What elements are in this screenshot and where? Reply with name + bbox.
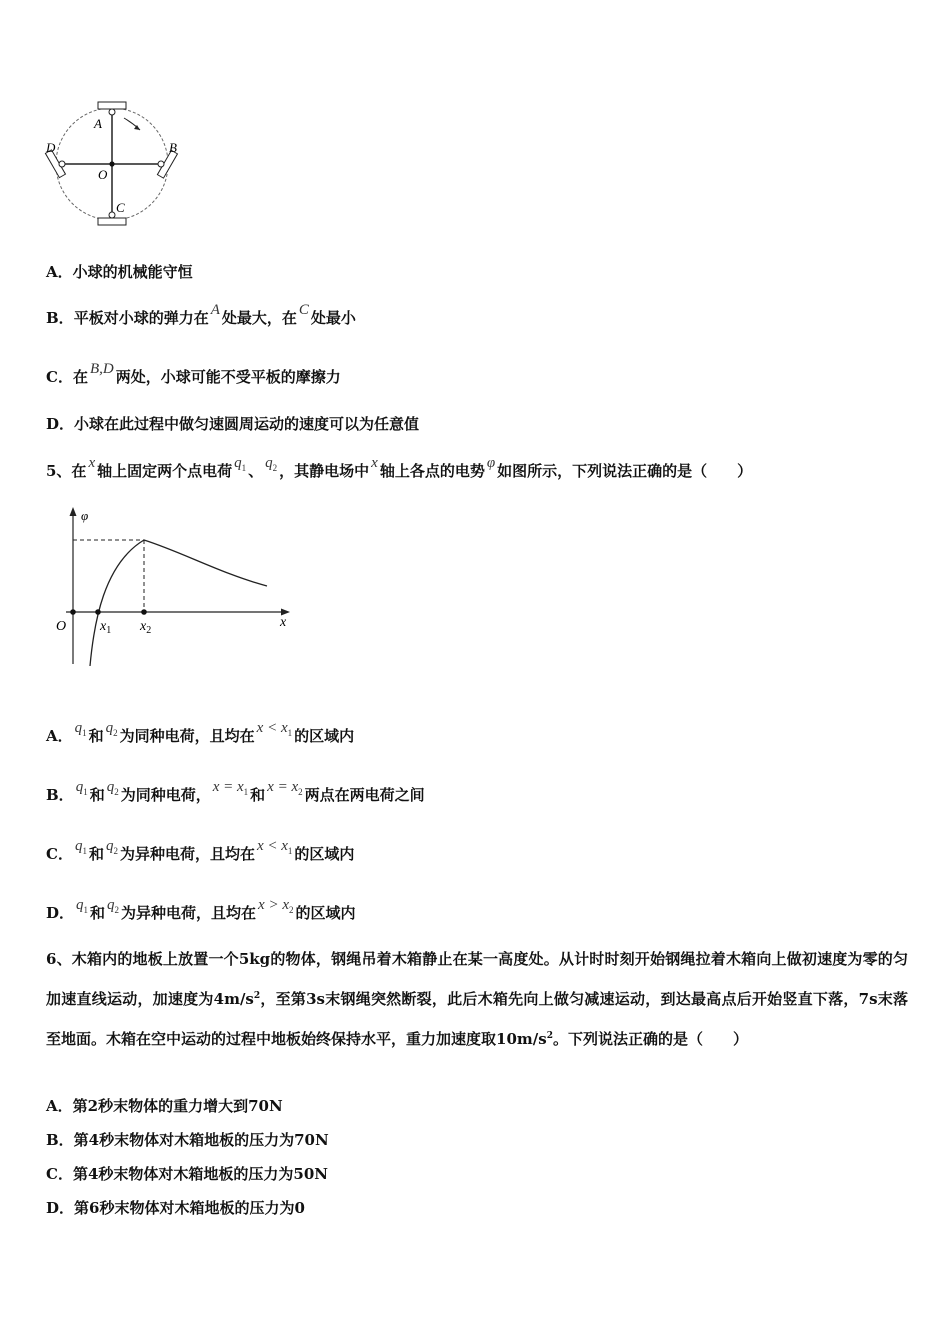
q4-option-d: D．小球在此过程中做匀速圆周运动的速度可以为任意值 xyxy=(46,415,420,433)
label-b: B xyxy=(169,140,177,155)
potential-graph xyxy=(52,504,297,672)
q6-option-a: A．第2秒末物体的重力增大到70N xyxy=(46,1097,283,1115)
q5-option-d: D． $q_1$ 和 $q_2$ 为异种电荷，且均在 $x > x_2$ 的区域内 xyxy=(46,897,356,922)
ball-left xyxy=(59,161,65,167)
q6-option-b: B．第4秒末物体对木箱地板的压力为70N xyxy=(46,1131,329,1149)
phi-axis-arrow xyxy=(70,507,77,516)
center-point xyxy=(109,161,114,166)
label-o: O xyxy=(98,167,108,182)
ball-top xyxy=(109,109,115,115)
ball-right xyxy=(158,161,164,167)
origin-label: O xyxy=(56,619,67,634)
q5-option-b: B． $q_1$ 和 $q_2$ 为同种电荷， $x = x_1$ 和 $x = x_2$ 两点在两电荷之间 xyxy=(46,779,425,804)
label-a: A xyxy=(94,116,102,131)
x-axis-label: x xyxy=(280,615,287,630)
q5-stem: 5、在 x 轴上固定两个点电荷 $q_1$ 、 $q_2$ ，其静电场中 x 轴上各点的电势 φ 如图所示，下列说法正确的是（ ） xyxy=(46,455,753,480)
x2-point xyxy=(141,609,147,615)
q6-option-c: C．第4秒末物体对木箱地板的压力为50N xyxy=(46,1165,328,1183)
circle-motion-figure xyxy=(40,98,190,230)
q6-option-d: D．第6秒末物体对木箱地板的压力为0 xyxy=(46,1199,305,1217)
q4-option-b: B．平板对小球的弹力在 A 处最大，在 C 处最小 xyxy=(46,302,356,327)
ball-bottom xyxy=(109,212,115,218)
plate-bottom xyxy=(98,218,126,225)
q5-option-a: A． $q_1$ 和 $q_2$ 为同种电荷，且均在 $x < x_1$ 的区域内 xyxy=(46,720,355,745)
potential-curve xyxy=(90,540,267,666)
q4-option-a: A．小球的机械能守恒 xyxy=(46,263,193,281)
q4-option-c: C．在 B,D 两处，小球可能不受平板的摩擦力 xyxy=(46,361,341,386)
phi-label: φ xyxy=(81,508,89,523)
label-d: D xyxy=(46,140,56,155)
x1-point xyxy=(95,609,101,615)
q6-stem: 6、木箱内的地板上放置一个5kg的物体，钢绳吊着木箱静止在某一高度处。从计时时刻开始钢绳拉着木箱向上做初速度为零的匀加速直线运动，加速度为$4m/s^2$，至第3s末钢绳突然断裂，此后木箱先向上做匀减速运动，到达最高点后开始竖直下落，7s末落至地面。木箱在空中运动的过程中地板始终保持水平，重力加速度取$10m/s^2$。下列说法正确的是（ ） xyxy=(46,950,908,1048)
label-c: C xyxy=(116,200,125,215)
x1-label: $x_1$ xyxy=(100,619,112,636)
plate-top xyxy=(98,102,126,109)
origin-point xyxy=(70,609,76,615)
q5-option-c: C． $q_1$ 和 $q_2$ 为异种电荷，且均在 $x < x_1$ 的区域内 xyxy=(46,838,355,863)
x2-label: $x_2$ xyxy=(140,619,152,636)
